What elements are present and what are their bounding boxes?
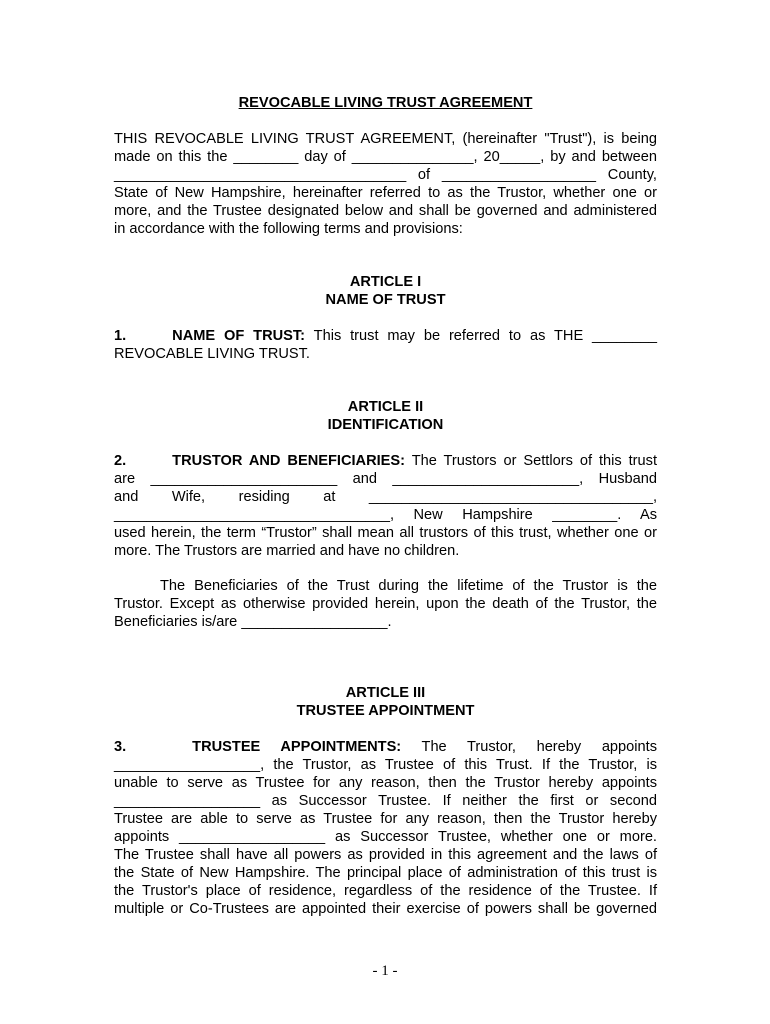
article-3-heading — [114, 684, 657, 720]
section-3-line: multiple or Co-Trustees are appointed their exercise of powers shall be governed — [114, 901, 657, 917]
intro-paragraph — [114, 130, 657, 238]
section-2-line: more. The Trustors are married and have no children. — [114, 543, 460, 559]
section-3-line: The Trustee shall have all powers as provided in this agreement and the laws of — [114, 847, 657, 863]
beneficiaries-line: Trustor. Except as otherwise provided herein, upon the death of the Trustor, the — [114, 596, 657, 612]
intro-line: State of New Hampshire, hereinafter referred to as the Trustor, whether one or — [114, 185, 657, 201]
section-1 — [114, 327, 657, 363]
beneficiaries-line: Beneficiaries is/are __________________. — [114, 614, 392, 630]
section-3-line: __________________, the Trustor, as Trustee of this Trust. If the Trustor, is — [114, 757, 657, 773]
intro-line: more, and the Trustee designated below and shall be governed and administered — [114, 203, 657, 219]
article-2-heading — [114, 398, 657, 434]
section-2-title: TRUSTOR AND BENEFICIARIES: — [172, 453, 405, 469]
section-3-line: __________________ as Successor Trustee. If neither the first or second — [114, 793, 657, 809]
section-3-line: unable to serve as Trustee for any reason, then the Trustor hereby appoints — [114, 775, 657, 791]
article-1-name: NAME OF TRUST — [325, 292, 446, 308]
beneficiaries-paragraph — [114, 577, 657, 631]
section-3-number: 3. — [114, 739, 127, 755]
section-2-line: and Wife, residing at ___________________________________, — [114, 489, 657, 505]
section-3-line: appoints __________________ as Successor Trustee, whether one or more. — [114, 829, 657, 845]
section-3-line — [114, 738, 657, 756]
section-2-line: __________________________________, New Hampshire ________. As — [114, 507, 657, 523]
section-2-line: used herein, the term “Trustor” shall mean all trustors of this trust, whether one or — [114, 525, 657, 541]
article-3-number: ARTICLE III — [345, 685, 426, 701]
section-2 — [114, 452, 657, 560]
section-3 — [114, 738, 657, 918]
section-3-text: The Trustor, hereby appoints — [421, 739, 657, 755]
article-2-name: IDENTIFICATION — [327, 417, 444, 433]
intro-line: made on this the ________ day of _______________, 20_____, by and between — [114, 149, 657, 165]
section-3-line: the Trustor's place of residence, regardless of the residence of the Trustee. If — [114, 883, 657, 899]
section-2-number: 2. — [114, 453, 127, 469]
intro-line: THIS REVOCABLE LIVING TRUST AGREEMENT, (hereinafter "Trust"), is being — [114, 131, 657, 147]
section-1-line: REVOCABLE LIVING TRUST. — [114, 346, 310, 362]
page-number: - 1 - — [372, 963, 398, 979]
section-3-line: the State of New Hampshire. The principal place of administration of this trust is — [114, 865, 657, 881]
document-title: REVOCABLE LIVING TRUST AGREEMENT — [238, 95, 533, 111]
beneficiaries-line: The Beneficiaries of the Trust during the lifetime of the Trustor is the — [160, 578, 657, 594]
article-1-heading — [114, 273, 657, 309]
section-1-line — [114, 327, 657, 345]
article-2-number: ARTICLE II — [347, 399, 424, 415]
section-2-line: are _______________________ and _______________________, Husband — [114, 471, 657, 487]
section-2-text: The Trustors or Settlors of this trust — [411, 453, 657, 469]
section-3-line: Trustee are able to serve as Trustee for any reason, then the Trustor hereby — [114, 811, 657, 827]
section-2-line — [114, 452, 657, 470]
section-1-text: This trust may be referred to as THE ________ — [313, 328, 657, 344]
intro-line: ____________________________________ of ___________________ County, — [114, 167, 657, 183]
section-1-number: 1. — [114, 328, 127, 344]
section-3-title: TRUSTEE APPOINTMENTS: — [192, 739, 402, 755]
article-1-number: ARTICLE I — [349, 274, 422, 290]
section-1-title: NAME OF TRUST: — [172, 328, 306, 344]
intro-line: in accordance with the following terms and provisions: — [114, 221, 463, 237]
article-3-name: TRUSTEE APPOINTMENT — [296, 703, 475, 719]
